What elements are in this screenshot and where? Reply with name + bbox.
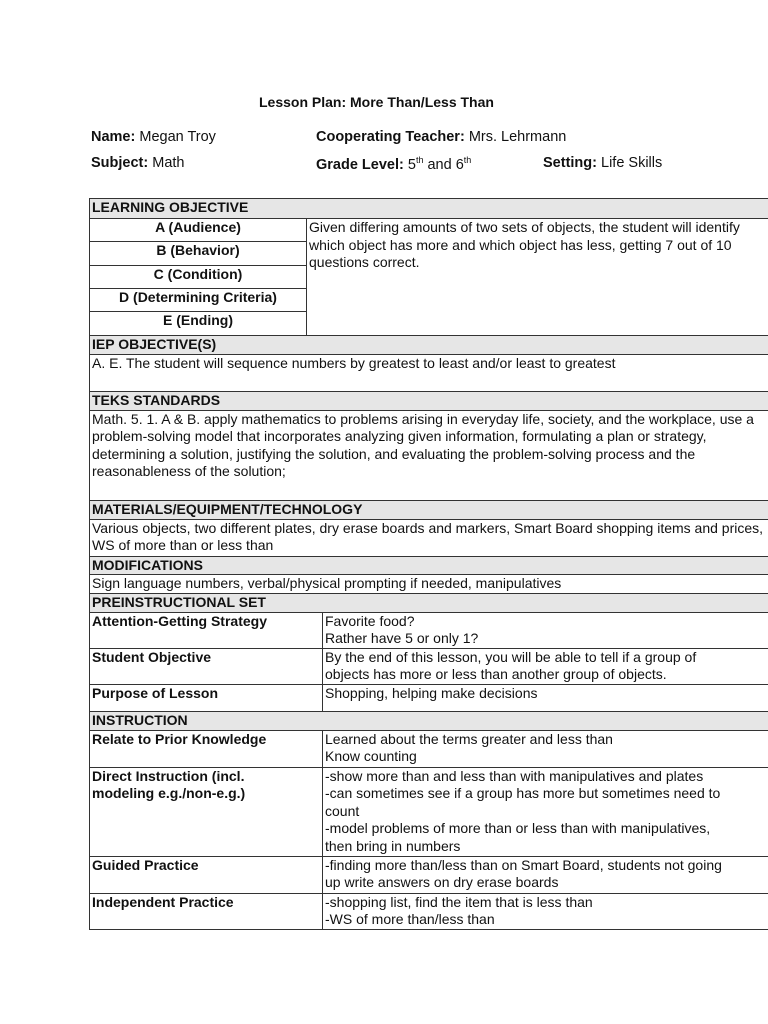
objective-row-ending: E (Ending) xyxy=(90,312,307,336)
name-field xyxy=(91,129,216,145)
attention-getting-strategy-text xyxy=(323,612,768,648)
instruction-heading: INSTRUCTION xyxy=(90,711,768,730)
grade-label: Grade Level: xyxy=(316,156,404,173)
direct-instruction-label xyxy=(90,767,323,856)
attention-getting-strategy-label: Attention-Getting Strategy xyxy=(90,612,323,648)
text-line: then bring in numbers xyxy=(325,837,461,854)
grade-level-field xyxy=(316,155,471,173)
lesson-plan-table xyxy=(89,198,768,930)
text-line: count xyxy=(325,802,360,819)
text-line: Learned about the terms greater and less than xyxy=(325,730,613,747)
text-line: By the end of this lesson, you will be able to tell if a group of xyxy=(325,648,697,665)
text-line: -shopping list, find the item that is less than xyxy=(325,893,593,910)
prior-knowledge-label: Relate to Prior Knowledge xyxy=(90,730,323,767)
independent-practice-text xyxy=(323,893,768,929)
prior-knowledge-text xyxy=(323,730,768,767)
purpose-of-lesson-label: Purpose of Lesson xyxy=(90,684,323,711)
grade-and: and 6 xyxy=(423,156,464,173)
direct-instruction-text xyxy=(323,767,768,856)
materials-text: Various objects, two different plates, dry erase boards and markers, Smart Board shopping items and prices, WS of more than or less than xyxy=(90,519,768,556)
student-objective-label: Student Objective xyxy=(90,648,323,684)
teacher-value: Mrs. Lehrmann xyxy=(468,129,567,145)
objective-row-audience: A (Audience) xyxy=(90,219,307,242)
text-line: -can sometimes see if a group has more but sometimes need to xyxy=(325,785,721,801)
setting-value: Life Skills xyxy=(601,155,663,171)
teacher-label: Cooperating Teacher: xyxy=(316,129,465,145)
name-label: Name: xyxy=(91,129,136,145)
text-line: Rather have 5 or only 1? xyxy=(325,630,479,646)
materials-heading: MATERIALS/EQUIPMENT/TECHNOLOGY xyxy=(90,500,768,519)
learning-objective-heading: LEARNING OBJECTIVE xyxy=(90,199,768,219)
objective-row-condition: C (Condition) xyxy=(90,266,307,289)
subject-label: Subject: xyxy=(91,155,149,171)
text-line: -show more than and less than with manipulatives and plates xyxy=(325,767,704,784)
modifications-text: Sign language numbers, verbal/physical prompting if needed, manipulatives xyxy=(90,575,768,594)
independent-practice-label: Independent Practice xyxy=(90,893,323,929)
text-line: -WS of more than/less than xyxy=(325,911,495,927)
grade-num1: 5 xyxy=(407,156,416,173)
label-line: Direct Instruction (incl. xyxy=(92,767,245,784)
purpose-of-lesson-text xyxy=(323,684,768,711)
text-line: -model problems of more than or less than with manipulatives, xyxy=(325,820,711,836)
student-objective-text xyxy=(323,648,768,684)
modifications-heading: MODIFICATIONS xyxy=(90,556,768,575)
name-value: Megan Troy xyxy=(139,129,216,145)
grade-sup1: th xyxy=(415,155,424,165)
label-line: modeling e.g./non-e.g.) xyxy=(92,785,246,801)
text-line: Shopping, helping make decisions xyxy=(325,684,538,701)
text-line: up write answers on dry erase boards xyxy=(325,874,559,890)
objective-row-behavior: B (Behavior) xyxy=(90,242,307,266)
iep-heading: IEP OBJECTIVE(S) xyxy=(90,336,768,355)
teks-heading: TEKS STANDARDS xyxy=(90,392,768,411)
text-line: objects has more or less than another group of objects. xyxy=(325,666,667,682)
grade-sup2: th xyxy=(463,155,472,165)
iep-text: A. E. The student will sequence numbers by greatest to least and/or least to greatest xyxy=(90,355,768,392)
preinstructional-heading: PREINSTRUCTIONAL SET xyxy=(90,594,768,613)
teks-text: Math. 5. 1. A & B. apply mathematics to problems arising in everyday life, society, and the workplace, use a problem-solving model that incorporates analyzing given information, formulating a plan or strategy, determining a solution, justifying the solution, and evaluating the problem-solving process and the reasonableness of the solution; xyxy=(90,410,768,500)
text-line: Know counting xyxy=(325,748,417,764)
setting-field xyxy=(543,155,662,171)
cooperating-teacher-field xyxy=(316,129,566,145)
page-title: Lesson Plan: More Than/Less Than xyxy=(259,94,494,110)
text-line: Favorite food? xyxy=(325,612,415,629)
learning-objective-text: Given differing amounts of two sets of objects, the student will identify which object has more and which object has less, getting 7 out of 10 questions correct. xyxy=(307,219,768,336)
guided-practice-label: Guided Practice xyxy=(90,856,323,893)
text-line: -finding more than/less than on Smart Board, students not going xyxy=(325,856,722,873)
subject-value: Math xyxy=(152,155,185,171)
guided-practice-text xyxy=(323,856,768,893)
setting-label: Setting: xyxy=(543,155,597,171)
objective-row-criteria: D (Determining Criteria) xyxy=(90,289,307,312)
subject-field xyxy=(91,155,184,171)
